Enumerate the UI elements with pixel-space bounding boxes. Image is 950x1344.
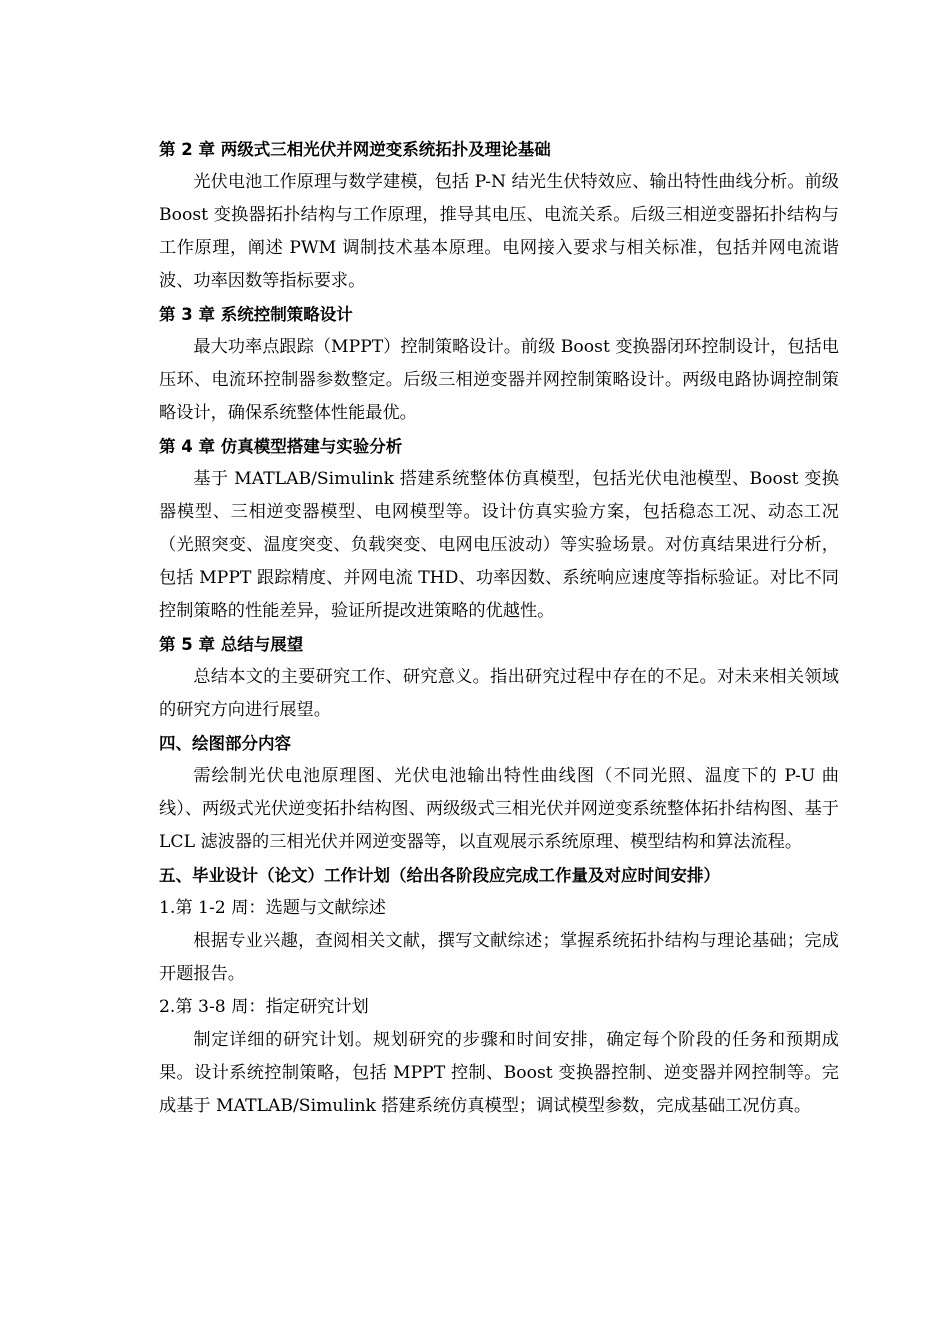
chapter-5-heading: 第 5 章 总结与展望 bbox=[159, 635, 304, 654]
drawing-section-heading: 四、绘图部分内容 bbox=[159, 734, 291, 753]
chapter-3-heading: 第 3 章 系统控制策略设计 bbox=[159, 305, 353, 324]
work-plan-heading: 五、毕业设计（论文）工作计划（给出各阶段应完成工作量及对应时间安排） bbox=[159, 866, 720, 885]
chapter-5-paragraph: 总结本文的主要研究工作、研究意义。指出研究过程中存在的不足。对未来相关领域的研究方向进行展望。 bbox=[159, 667, 839, 720]
plan-item-2-label: 2.第 3-8 周：指定研究计划 bbox=[159, 997, 369, 1017]
plan-item-2-text: 制定详细的研究计划。规划研究的步骤和时间安排，确定每个阶段的任务和预期成果。设计系统控制策略，包括 MPPT 控制、Boost 变换器控制、逆变器并网控制等。完成基于 MATLAB/Simulink 搭建系统仿真模型；调试模型参数，完成基础工况仿真。 bbox=[159, 1030, 839, 1116]
chapter-4-paragraph: 基于 MATLAB/Simulink 搭建系统整体仿真模型，包括光伏电池模型、Boost 变换器模型、三相逆变器模型、电网模型等。设计仿真实验方案，包括稳态工况、动态工况（光照突变、温度突变、负载突变、电网电压波动）等实验场景。对仿真结果进行分析，包括 MPPT 跟踪精度、并网电流 THD、功率因数、系统响应速度等指标验证。对比不同控制策略的性能差异，验证所提改进策略的优越性。 bbox=[159, 469, 839, 621]
chapter-2-heading: 第 2 章 两级式三相光伏并网逆变系统拓扑及理论基础 bbox=[159, 140, 551, 159]
chapter-3-paragraph: 最大功率点跟踪（MPPT）控制策略设计。前级 Boost 变换器闭环控制设计，包括电压环、电流环控制器参数整定。后级三相逆变器并网控制策略设计。两级电路协调控制策略设计，确保系统整体性能最优。 bbox=[159, 337, 839, 423]
chapter-2-paragraph: 光伏电池工作原理与数学建模，包括 P-N 结光生伏特效应、输出特性曲线分析。前级 Boost 变换器拓扑结构与工作原理，推导其电压、电流关系。后级三相逆变器拓扑结构与工作原理，阐述 PWM 调制技术基本原理。电网接入要求与相关标准，包括并网电流谐波、功率因数等指标要求。 bbox=[159, 172, 839, 291]
document-page bbox=[159, 133, 839, 1123]
plan-item-1-label: 1.第 1-2 周：选题与文献综述 bbox=[159, 898, 386, 918]
drawing-section-paragraph: 需绘制光伏电池原理图、光伏电池输出特性曲线图（不同光照、温度下的 P-U 曲线）、两级式光伏逆变拓扑结构图、两级级式三相光伏并网逆变系统整体拓扑结构图、基于 LCL 滤波器的三相光伏并网逆变器等，以直观展示系统原理、模型结构和算法流程。 bbox=[159, 766, 839, 852]
plan-item-1-text: 根据专业兴趣，查阅相关文献，撰写文献综述；掌握系统拓扑结构与理论基础；完成开题报告。 bbox=[159, 931, 839, 984]
chapter-4-heading: 第 4 章 仿真模型搭建与实验分析 bbox=[159, 437, 403, 456]
